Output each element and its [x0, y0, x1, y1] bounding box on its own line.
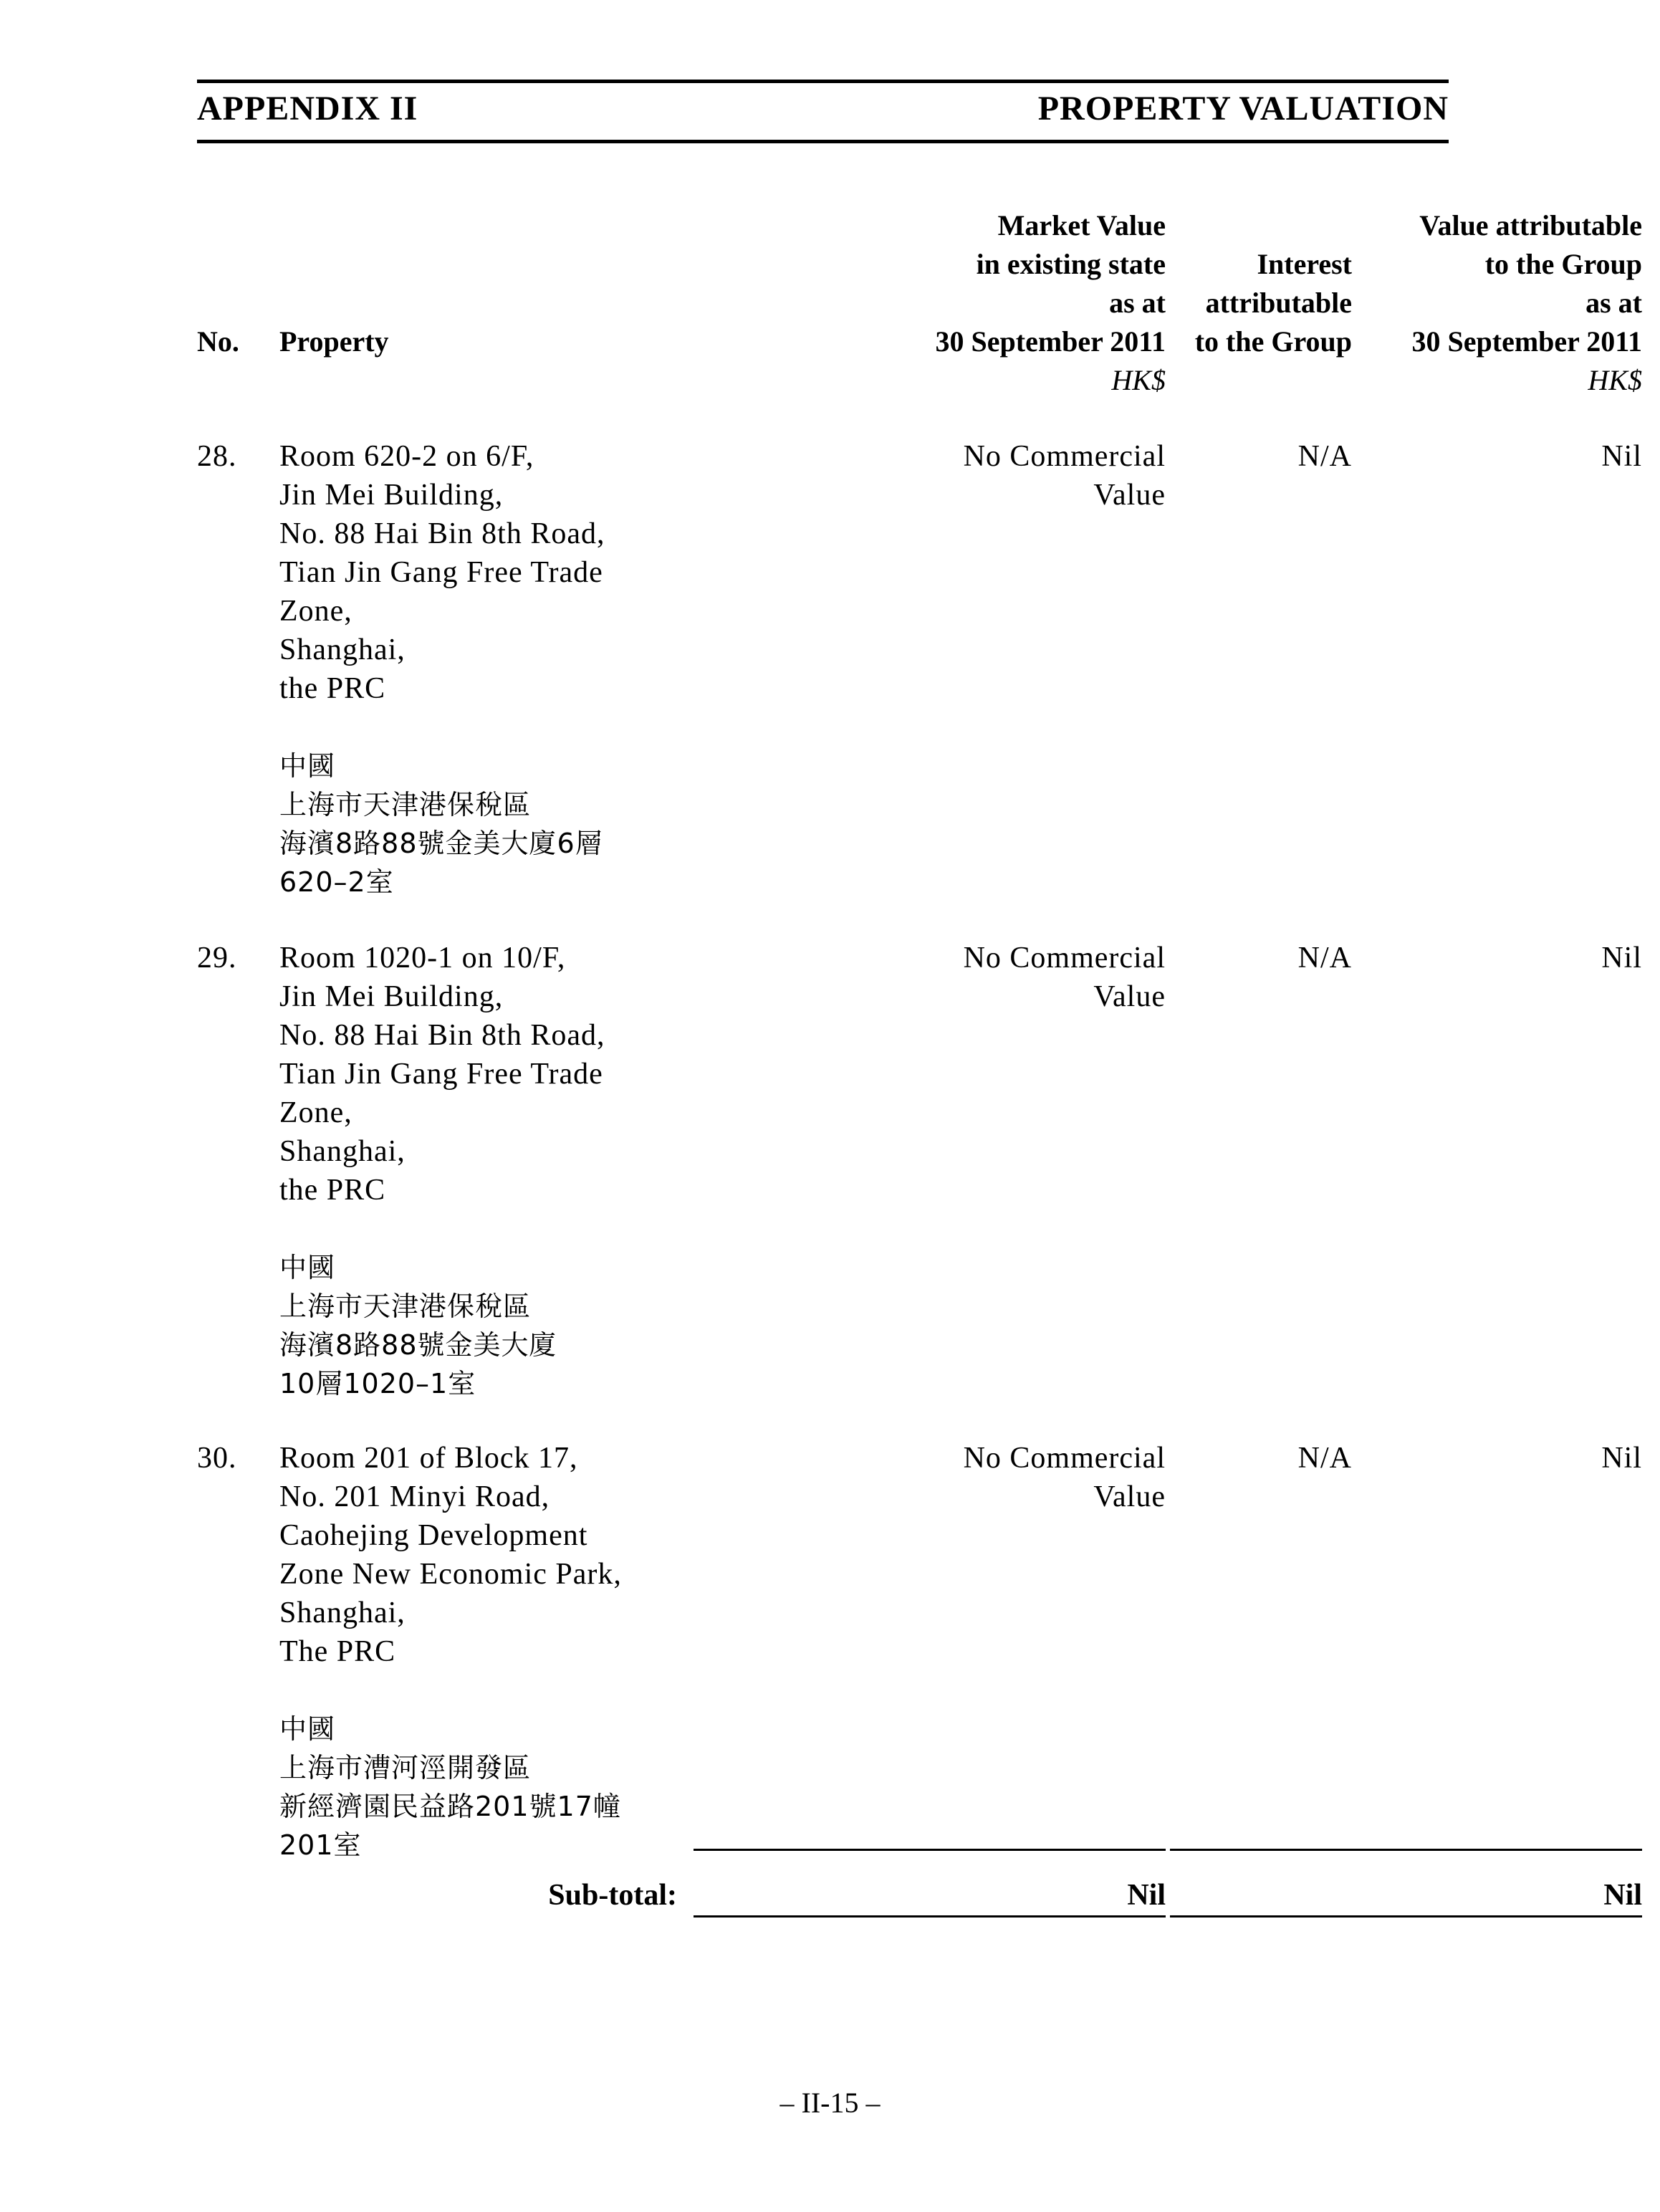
market-value-unit: HK$: [1111, 364, 1166, 396]
header-top-rule: [197, 80, 1449, 83]
chinese-address-line: 中國: [279, 750, 336, 782]
address-line: Tian Jin Gang Free Trade: [279, 556, 603, 589]
chinese-address-line: 201室: [279, 1829, 362, 1861]
column-header-line: to the Group: [1194, 325, 1352, 358]
chinese-address-line: 海濱8路88號金美大廈6層: [279, 828, 603, 859]
chinese-address: [279, 747, 605, 901]
column-header-line: as at: [1585, 287, 1642, 319]
chinese-address-line: 上海市天津港保稅區: [279, 1291, 532, 1322]
attributable-value-cell: Nil: [1601, 440, 1642, 473]
chinese-address: [279, 1710, 622, 1864]
appendix-title: APPENDIX II: [197, 90, 418, 128]
chinese-address: [279, 1248, 605, 1403]
chinese-address-line: 上海市漕河涇開發區: [279, 1752, 532, 1784]
column-header-no: No.: [197, 325, 239, 358]
subtotal-label: Sub-total:: [548, 1879, 677, 1912]
column-header-line: Value attributable: [1419, 209, 1642, 241]
attributable-value-cell: Nil: [1601, 942, 1642, 975]
property-address: [279, 1439, 622, 1864]
market-value-line: Value: [1093, 1480, 1166, 1513]
address-line: Shanghai,: [279, 1596, 406, 1629]
address-line: Zone,: [279, 595, 352, 628]
column-header-line: as at: [1109, 287, 1166, 319]
column-header-line: 30 September 2011: [1411, 325, 1642, 358]
chinese-address-line: 10層1020–1室: [279, 1368, 476, 1399]
chinese-address-line: 新經濟園民益路201號17幢: [279, 1791, 621, 1822]
market-value-line: No Commercial: [963, 1442, 1166, 1475]
address-line: Tian Jin Gang Free Trade: [279, 1058, 603, 1091]
market-value-line: No Commercial: [963, 440, 1166, 473]
column-header-attributable-value: [1085, 206, 1642, 361]
attributable-value-total-rule: [1170, 1849, 1642, 1851]
column-header-property: Property: [279, 325, 389, 358]
address-line: Jin Mei Building,: [279, 479, 504, 512]
address-line: the PRC: [279, 1174, 386, 1207]
chinese-address-line: 中國: [279, 1252, 336, 1283]
page-number: – II-15 –: [779, 2087, 881, 2119]
interest-cell: N/A: [1297, 440, 1352, 473]
property-number: 30.: [197, 1442, 237, 1475]
address-line: Jin Mei Building,: [279, 980, 504, 1013]
header-bottom-rule: [197, 140, 1449, 143]
attributable-value-unit: HK$: [1588, 364, 1642, 396]
column-header-line: Interest: [1257, 248, 1352, 280]
market-value-total-rule: [694, 1849, 1166, 1851]
address-line: Shanghai,: [279, 633, 406, 666]
property-address: [279, 437, 605, 901]
column-header-line: attributable: [1205, 287, 1352, 319]
subtotal-attributable-value: Nil: [1603, 1879, 1642, 1912]
market-value-line: No Commercial: [963, 942, 1166, 975]
address-line: Room 1020-1 on 10/F,: [279, 942, 566, 975]
property-number: 29.: [197, 942, 237, 975]
market-value-line: Value: [1093, 479, 1166, 512]
market-value-line: Value: [1093, 980, 1166, 1013]
attributable-value-cell: Nil: [1601, 1442, 1642, 1475]
address-line: Room 201 of Block 17,: [279, 1442, 578, 1475]
address-line: Zone New Economic Park,: [279, 1558, 622, 1591]
address-line: No. 88 Hai Bin 8th Road,: [279, 517, 605, 550]
column-header-line: to the Group: [1484, 248, 1642, 280]
column-header-line: 30 September 2011: [935, 325, 1166, 358]
address-line: Caohejing Development: [279, 1519, 588, 1552]
address-line: Shanghai,: [279, 1135, 406, 1168]
section-title: PROPERTY VALUATION: [1037, 90, 1449, 128]
column-header-line: Market Value: [997, 209, 1166, 241]
chinese-address-line: 中國: [279, 1713, 336, 1745]
interest-cell: N/A: [1297, 942, 1352, 975]
address-line: No. 201 Minyi Road,: [279, 1480, 550, 1513]
chinese-address-line: 620–2室: [279, 866, 394, 898]
chinese-address-line: 上海市天津港保稅區: [279, 789, 532, 820]
chinese-address-line: 海濱8路88號金美大廈: [279, 1329, 557, 1361]
market-value-subtotal-rule: [694, 1915, 1166, 1917]
address-line: No. 88 Hai Bin 8th Road,: [279, 1019, 605, 1052]
attributable-value-subtotal-rule: [1170, 1915, 1642, 1917]
address-line: Room 620-2 on 6/F,: [279, 440, 534, 473]
column-header-line: in existing state: [976, 248, 1166, 280]
interest-cell: N/A: [1297, 1442, 1352, 1475]
property-number: 28.: [197, 440, 237, 473]
address-line: Zone,: [279, 1096, 352, 1129]
address-line: The PRC: [279, 1635, 396, 1668]
property-address: [279, 939, 605, 1403]
subtotal-market-value: Nil: [1127, 1879, 1166, 1912]
address-line: the PRC: [279, 672, 386, 705]
